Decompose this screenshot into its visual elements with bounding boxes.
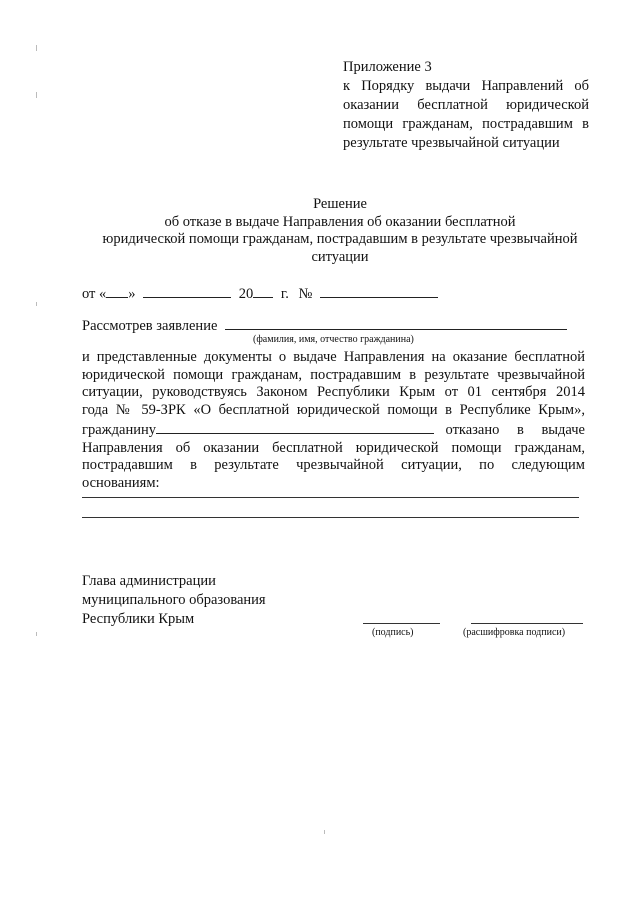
- signatory-line: муниципального образования: [82, 592, 266, 608]
- number-field[interactable]: [320, 283, 438, 298]
- body-line: года № 59-ЗРК «О бесплатной юридической помощи в Республике Крым»,: [82, 401, 585, 418]
- body-line: основаниям:: [82, 474, 160, 491]
- refusal-text: отказано в выдаче: [445, 422, 585, 438]
- decision-subtitle-line: об отказе в выдаче Направления об оказании бесплатной: [164, 213, 516, 230]
- scan-mark: [36, 92, 37, 98]
- applicant-line: [82, 315, 567, 335]
- scan-mark: [36, 632, 37, 636]
- applicant-hint: (фамилия, имя, отчество гражданина): [253, 334, 414, 345]
- signature-decode-field[interactable]: [471, 623, 583, 624]
- date-line: [82, 283, 438, 303]
- body-line: Направления об оказании бесплатной юридической помощи гражданам,: [82, 439, 585, 456]
- date-close-quote: »: [128, 286, 136, 302]
- appendix-line: результате чрезвычайной ситуации: [343, 135, 560, 151]
- scan-mark: [324, 830, 325, 834]
- year-prefix: 20: [238, 286, 254, 302]
- body-line: юридической помощи гражданам, пострадавшим в результате чрезвычайной: [82, 366, 585, 383]
- citizen-name-field[interactable]: [156, 419, 434, 434]
- grounds-line[interactable]: [82, 517, 579, 518]
- signatory-line: Республики Крым: [82, 611, 195, 627]
- body-line: ситуации, руководствуясь Законом Республики Крым от 01 сентября 2014: [82, 384, 585, 400]
- decision-subtitle-line: юридической помощи гражданам, пострадавшим в результате чрезвычайной: [102, 231, 578, 247]
- signature-field[interactable]: [363, 623, 440, 624]
- scan-mark: [36, 302, 37, 306]
- body-line: пострадавшим в результате чрезвычайной ситуации, по следующим: [82, 457, 585, 473]
- signature-hint: (подпись): [372, 627, 414, 638]
- signatory-line: Глава администрации: [82, 573, 216, 589]
- number-sign: №: [298, 286, 313, 302]
- body-line-citizen: [82, 419, 585, 440]
- year-field[interactable]: [253, 283, 273, 298]
- day-field[interactable]: [106, 283, 128, 298]
- applicant-label: Рассмотрев заявление: [82, 318, 218, 334]
- decision-subtitle-line: ситуации: [311, 248, 369, 265]
- appendix-line: к Порядку выдачи Направлений об: [343, 78, 589, 94]
- signature-decode-hint: (расшифровка подписи): [463, 627, 566, 638]
- body-line: и представленные документы о выдаче Направления на оказание бесплатной: [82, 349, 585, 365]
- month-field[interactable]: [143, 283, 231, 298]
- grounds-line[interactable]: [82, 497, 579, 498]
- appendix-line: помощи гражданам, пострадавшим в: [343, 116, 589, 132]
- date-from-label: от «: [82, 286, 107, 302]
- appendix-line: оказании бесплатной юридической: [343, 97, 589, 113]
- appendix-title: Приложение 3: [343, 59, 432, 75]
- decision-title: [60, 196, 620, 266]
- decision-body: [82, 349, 585, 492]
- appendix-header: [343, 58, 589, 153]
- signatory-block: [82, 572, 266, 629]
- decision-heading: Решение: [313, 196, 367, 212]
- applicant-name-field[interactable]: [225, 315, 567, 330]
- citizen-label: гражданину: [82, 422, 156, 438]
- year-suffix: г.: [280, 286, 289, 302]
- scan-mark: [36, 45, 37, 51]
